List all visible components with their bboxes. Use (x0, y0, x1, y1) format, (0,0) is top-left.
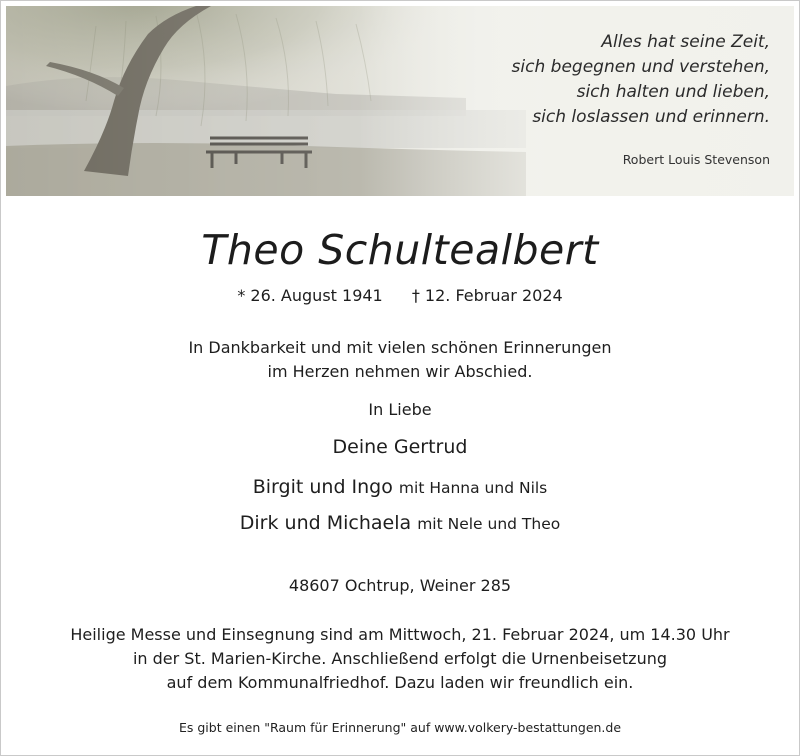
in-liebe: In Liebe (368, 400, 432, 419)
life-dates (0, 286, 800, 305)
deceased-name: Theo Schultealbert (201, 226, 599, 274)
mourner-extra: mit Nele und Theo (417, 515, 561, 533)
mourner-extra: mit Hanna und Nils (398, 479, 548, 497)
quote-author: Robert Louis Stevenson (622, 152, 770, 167)
intro-line: im Herzen nehmen wir Abschied. (267, 362, 533, 381)
mourner-main: Deine Gertrud (332, 436, 468, 458)
service-line: Heilige Messe und Einsegnung sind am Mittwoch, 21. Februar 2024, um 14.30 Uhr (70, 625, 730, 644)
mourner (0, 436, 800, 458)
mourner-main: Dirk und Michaela (239, 512, 412, 534)
header-image (6, 6, 794, 196)
mourner-main: Birgit und Ingo (252, 476, 393, 498)
intro-text (0, 336, 800, 384)
mourner (0, 512, 800, 534)
quote-line: sich halten und lieben, (576, 82, 770, 102)
quote-line: sich loslassen und erinnern. (532, 107, 770, 127)
memorial-link-note: Es gibt einen "Raum für Erinnerung" auf www.volkery-bestattungen.de (178, 720, 622, 735)
intro-line: In Dankbarkeit und mit vielen schönen Erinnerungen (188, 338, 612, 357)
quote-line: Alles hat seine Zeit, (601, 32, 770, 52)
birth-date: * 26. August 1941 (237, 286, 383, 305)
quote-line: sich begegnen und verstehen, (511, 57, 770, 77)
service-line: in der St. Marien-Kirche. Anschließend erfolgt die Urnenbeisetzung (132, 649, 668, 668)
service-info (0, 623, 800, 695)
mourner (0, 476, 800, 498)
quote (512, 30, 770, 130)
service-line: auf dem Kommunalfriedhof. Dazu laden wir freundlich ein. (166, 673, 634, 692)
family-address: 48607 Ochtrup, Weiner 285 (288, 576, 512, 595)
death-date: † 12. Februar 2024 (411, 286, 563, 305)
